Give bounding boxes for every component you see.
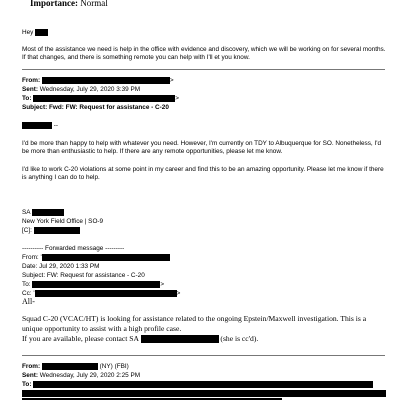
redaction-box bbox=[33, 381, 373, 388]
redaction-box bbox=[22, 390, 386, 397]
sent-value: Wednesday, July 29, 2020 3:39 PM bbox=[39, 86, 141, 93]
redaction-box bbox=[34, 227, 80, 234]
fwd-cc-line: Cc: > bbox=[22, 290, 181, 298]
fwd-all: All- bbox=[22, 297, 35, 306]
subject-value: Fwd: FW: Request for assistance - C-20 bbox=[49, 104, 169, 111]
redaction-box bbox=[42, 363, 98, 370]
separator-line bbox=[22, 69, 385, 70]
fwd-subject-line: Subject: FW: Request for assistance - C-20 bbox=[22, 272, 145, 279]
signature-cell: [C]: bbox=[22, 227, 80, 235]
subject-label: Subject: bbox=[22, 104, 48, 111]
msg2-subject-line bbox=[22, 104, 169, 112]
msg2-para1: I'd be more than happy to help with whatever you need. However, I'm currently on TDY to Albuquerque for SO. Nonetheless, I'd be more than enthusiastic to help. If there are any remote opportunities, please let me know. bbox=[22, 140, 382, 155]
msg2-salutation: -- bbox=[22, 122, 58, 130]
from-label: From: bbox=[22, 77, 41, 85]
importance-value: Normal bbox=[80, 0, 108, 8]
redaction-box bbox=[42, 254, 170, 261]
msg2-from-line: From: > bbox=[22, 77, 174, 85]
separator-line bbox=[22, 355, 385, 356]
redaction-box bbox=[32, 281, 160, 288]
msg2-to-line: To: > bbox=[22, 95, 179, 103]
redaction-box bbox=[42, 77, 170, 84]
redaction-box bbox=[141, 335, 219, 343]
redaction-box bbox=[32, 209, 64, 216]
fwd-para1: Squad C-20 (VCAC/HT) is looking for assistance related to the ongoing Epstein/Maxwell investigation. This is a unique opportunity to assist with a high profile case. bbox=[22, 314, 367, 333]
msg3-from-line: From: (NY) (FBI) bbox=[22, 363, 129, 371]
greeting: Hey bbox=[22, 29, 34, 37]
fwd-to-line: To: > bbox=[22, 281, 165, 289]
importance-line bbox=[30, 0, 108, 9]
redaction-box bbox=[35, 29, 48, 36]
forwarded-divider: ---------- Forwarded message --------- bbox=[22, 245, 125, 252]
msg2-para2: I'd like to work C-20 violations at some point in my career and find this to be an amazing opportunity. Please let me know if there is anything I can do to help. bbox=[22, 166, 384, 181]
redaction-box bbox=[35, 290, 177, 297]
importance-label: Importance: bbox=[30, 0, 78, 8]
redaction-box bbox=[33, 95, 175, 102]
to-label: To: bbox=[22, 95, 32, 103]
msg2-sent-line bbox=[22, 86, 140, 94]
msg3-to-line: To: bbox=[22, 381, 373, 389]
fwd-from-line: From: bbox=[22, 254, 170, 262]
fwd-date-line: Date: Jul 29, 2020 1:33 PM bbox=[22, 263, 100, 270]
message1-body: Most of the assistance we need is help in the office with evidence and discovery, which we will be working on for several months. If that changes, and there is something remote you can help with I'll et you know. bbox=[22, 46, 386, 61]
fwd-para2: If you are available, please contact SA (she is cc'd). bbox=[22, 334, 259, 343]
msg3-sent-line: Sent: Wednesday, July 29, 2020 2:25 PM bbox=[22, 372, 141, 379]
signature-name: SA bbox=[22, 209, 64, 217]
sent-label: Sent: bbox=[22, 86, 38, 93]
signature-office: New York Field Office | SO-9 bbox=[22, 218, 104, 225]
greeting-line bbox=[22, 29, 48, 37]
redaction-box bbox=[22, 122, 52, 129]
